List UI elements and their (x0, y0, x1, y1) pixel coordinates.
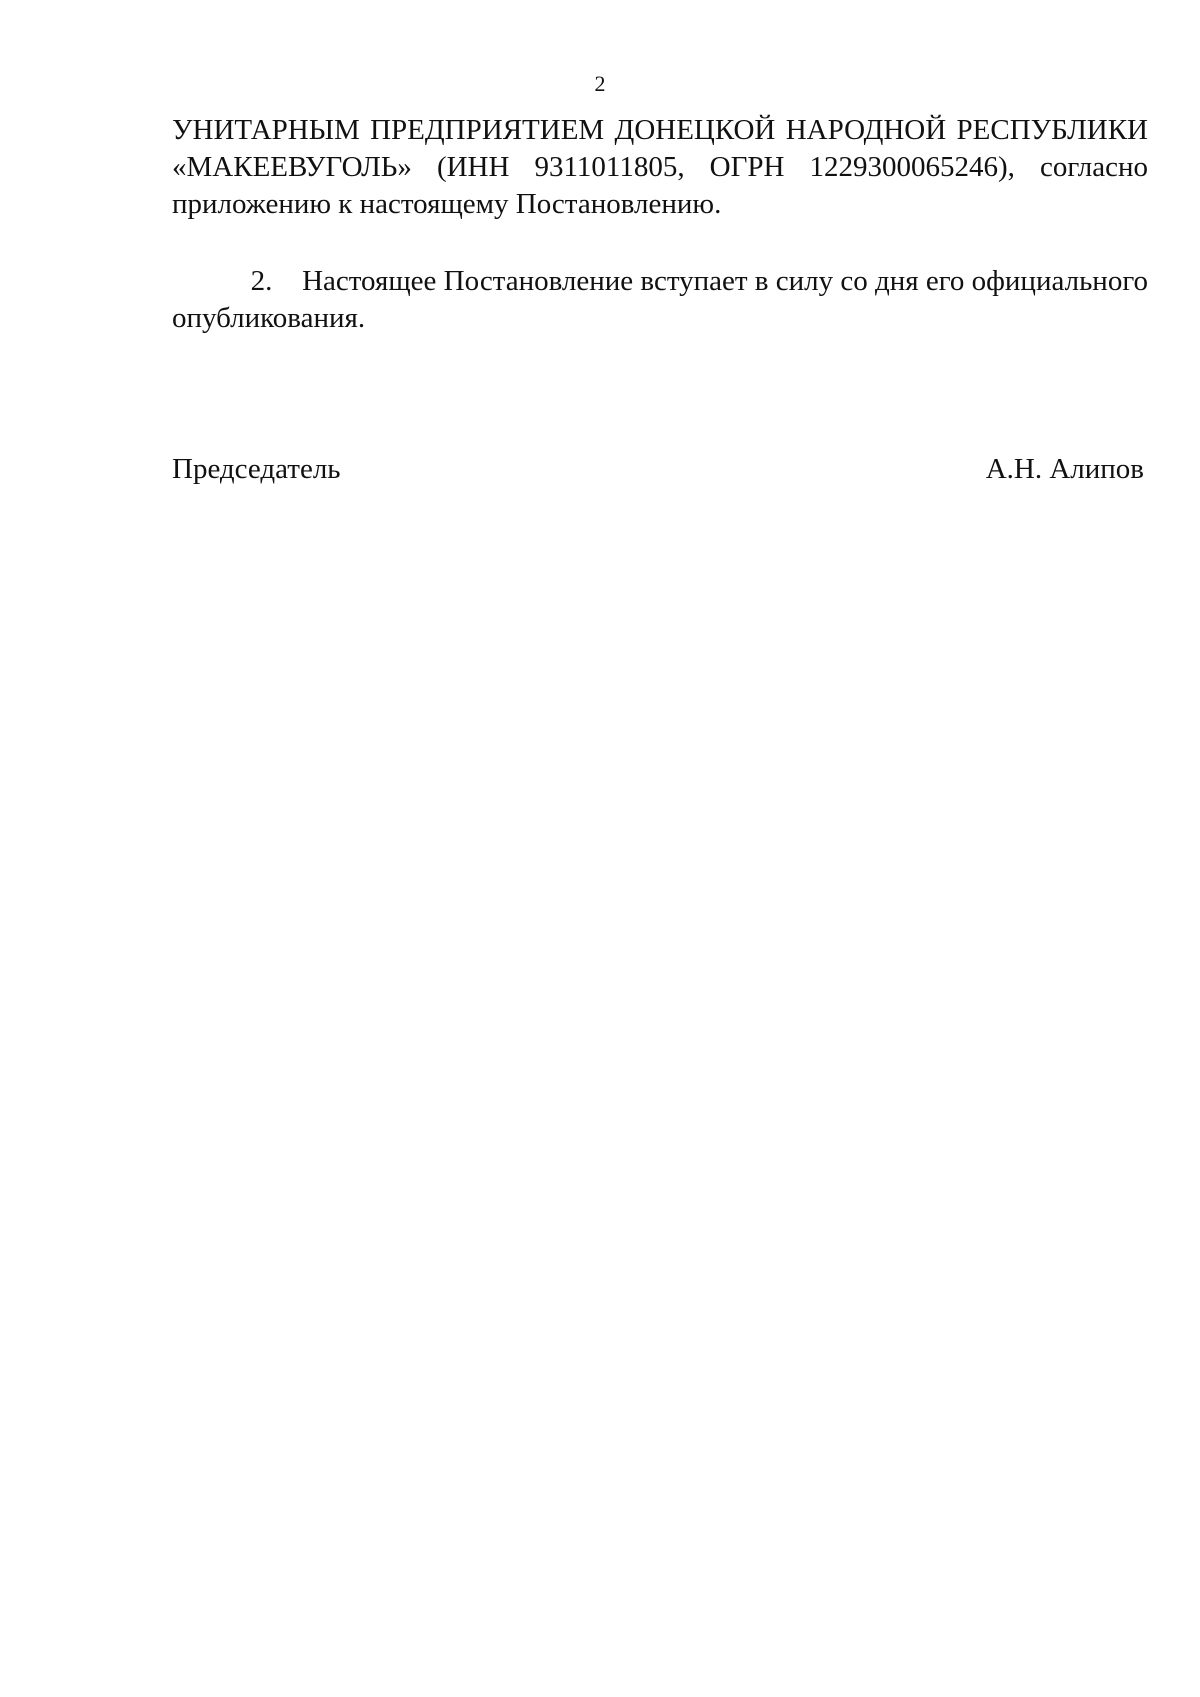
intro-line-2: «МАКЕЕВУГОЛЬ» (ИНН 9311011805, ОГРН 1229300065246), согласно (172, 151, 1148, 183)
item-2-text-line-1: Настоящее Постановление вступает в силу со дня его официального (302, 265, 1148, 297)
item-2-line-2: опубликования. (172, 302, 366, 334)
item-2-paragraph (172, 263, 1148, 337)
page-number: 2 (594, 71, 606, 96)
item-2-line-1 (172, 263, 1148, 300)
signature-row (172, 451, 1144, 488)
signature-position: Председатель (172, 453, 341, 485)
item-2-indent (172, 263, 251, 300)
item-2-number: 2. (250, 265, 273, 297)
intro-line-1: УНИТАРНЫМ ПРЕДПРИЯТИЕМ ДОНЕЦКОЙ НАРОДНОЙ РЕСПУБЛИКИ (172, 114, 1148, 146)
intro-line-3: приложению к настоящему Постановлению. (172, 188, 722, 220)
intro-paragraph (172, 112, 1148, 223)
signature-name: А.Н. Алипов (985, 453, 1144, 485)
